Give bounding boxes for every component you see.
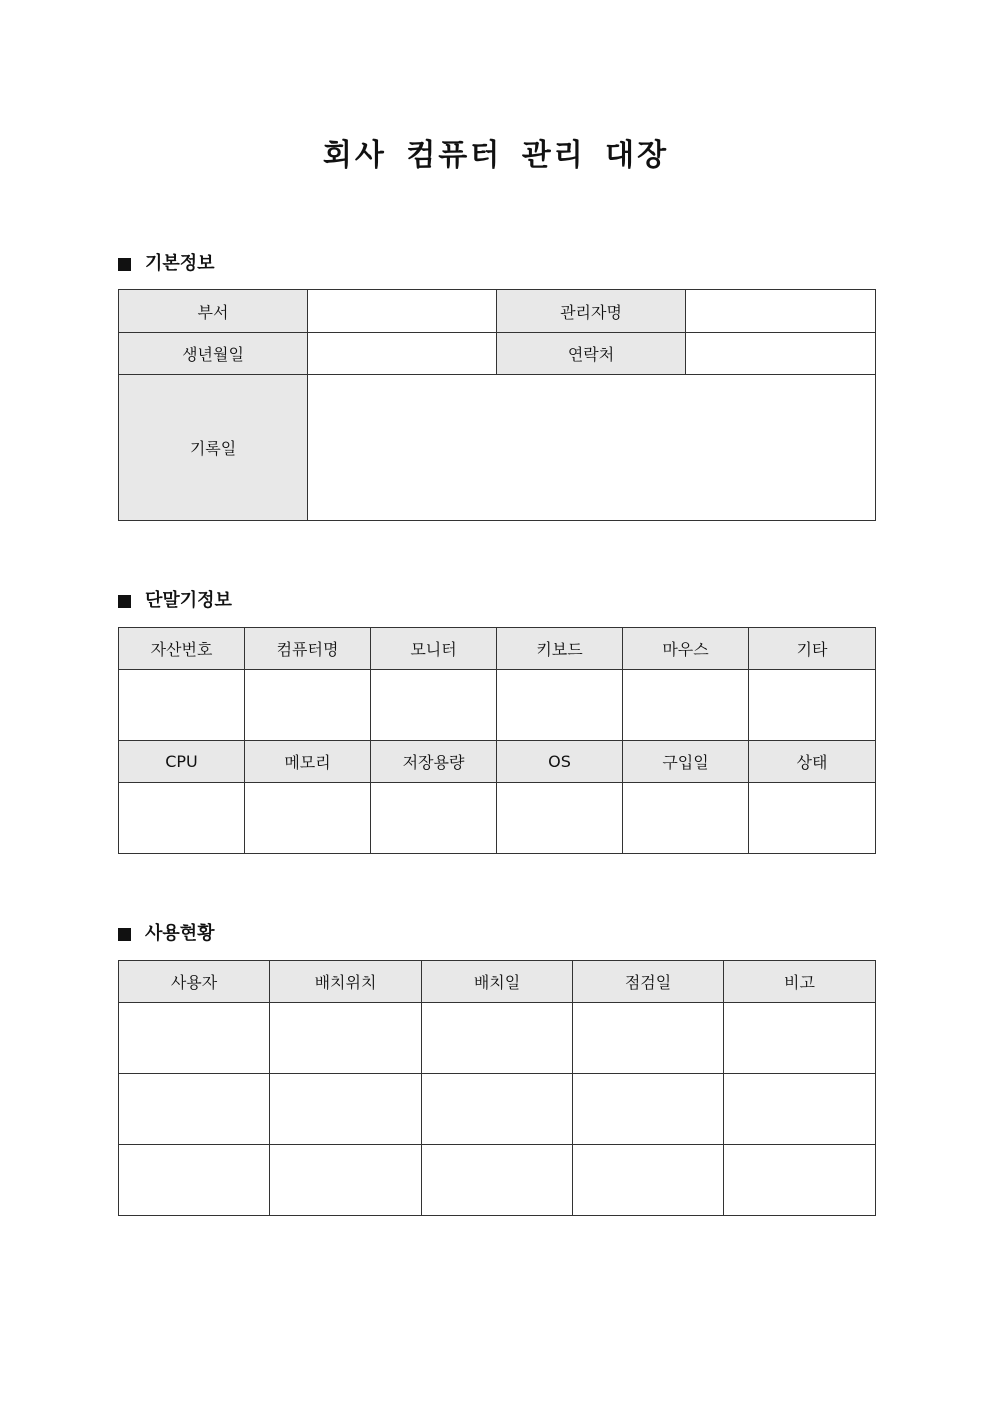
square-bullet-icon — [118, 258, 131, 271]
placement-date-header: 배치일 — [422, 961, 573, 1003]
manager-name-label: 관리자명 — [497, 290, 686, 333]
table-row — [119, 1145, 876, 1216]
square-bullet-icon — [118, 928, 131, 941]
other-field[interactable] — [749, 670, 876, 741]
mouse-header: 마우스 — [623, 628, 749, 670]
user-header: 사용자 — [119, 961, 270, 1003]
location-field[interactable] — [270, 1003, 422, 1074]
birthdate-field[interactable] — [308, 333, 497, 375]
record-date-field[interactable] — [308, 375, 876, 521]
square-bullet-icon — [118, 595, 131, 608]
inspection-date-field[interactable] — [573, 1074, 724, 1145]
memory-field[interactable] — [245, 783, 371, 854]
placement-date-field[interactable] — [422, 1074, 573, 1145]
department-field[interactable] — [308, 290, 497, 333]
other-header: 기타 — [749, 628, 876, 670]
inspection-date-field[interactable] — [573, 1145, 724, 1216]
storage-field[interactable] — [371, 783, 497, 854]
table-row — [119, 1074, 876, 1145]
user-field[interactable] — [119, 1145, 270, 1216]
keyboard-field[interactable] — [497, 670, 623, 741]
remarks-field[interactable] — [724, 1074, 876, 1145]
user-field[interactable] — [119, 1074, 270, 1145]
contact-field[interactable] — [686, 333, 876, 375]
remarks-header: 비고 — [724, 961, 876, 1003]
section-heading-basic-info — [118, 252, 215, 276]
asset-number-field[interactable] — [119, 670, 245, 741]
os-field[interactable] — [497, 783, 623, 854]
section-title: 단말기정보 — [145, 590, 232, 611]
record-date-label: 기록일 — [119, 375, 308, 521]
device-info-table — [118, 627, 876, 854]
manager-name-field[interactable] — [686, 290, 876, 333]
purchase-date-field[interactable] — [623, 783, 749, 854]
mouse-field[interactable] — [623, 670, 749, 741]
placement-date-field[interactable] — [422, 1003, 573, 1074]
section-title: 기본정보 — [145, 253, 215, 274]
computer-name-header: 컴퓨터명 — [245, 628, 371, 670]
department-label: 부서 — [119, 290, 308, 333]
section-heading-device-info — [118, 589, 232, 613]
location-field[interactable] — [270, 1145, 422, 1216]
status-field[interactable] — [749, 783, 876, 854]
remarks-field[interactable] — [724, 1003, 876, 1074]
storage-header: 저장용량 — [371, 741, 497, 783]
cpu-field[interactable] — [119, 783, 245, 854]
location-field[interactable] — [270, 1074, 422, 1145]
monitor-field[interactable] — [371, 670, 497, 741]
birthdate-label: 생년월일 — [119, 333, 308, 375]
cpu-header: CPU — [119, 741, 245, 783]
memory-header: 메모리 — [245, 741, 371, 783]
remarks-field[interactable] — [724, 1145, 876, 1216]
status-header: 상태 — [749, 741, 876, 783]
user-field[interactable] — [119, 1003, 270, 1074]
monitor-header: 모니터 — [371, 628, 497, 670]
asset-number-header: 자산번호 — [119, 628, 245, 670]
inspection-date-field[interactable] — [573, 1003, 724, 1074]
os-header: OS — [497, 741, 623, 783]
computer-name-field[interactable] — [245, 670, 371, 741]
table-row — [119, 1003, 876, 1074]
placement-date-field[interactable] — [422, 1145, 573, 1216]
usage-table — [118, 960, 876, 1216]
section-heading-usage — [118, 922, 215, 946]
keyboard-header: 키보드 — [497, 628, 623, 670]
basic-info-table — [118, 289, 876, 521]
inspection-date-header: 점검일 — [573, 961, 724, 1003]
purchase-date-header: 구입일 — [623, 741, 749, 783]
page-title: 회사 컴퓨터 관리 대장 — [322, 138, 670, 173]
contact-label: 연락처 — [497, 333, 686, 375]
location-header: 배치위치 — [270, 961, 422, 1003]
section-title: 사용현황 — [145, 923, 215, 944]
